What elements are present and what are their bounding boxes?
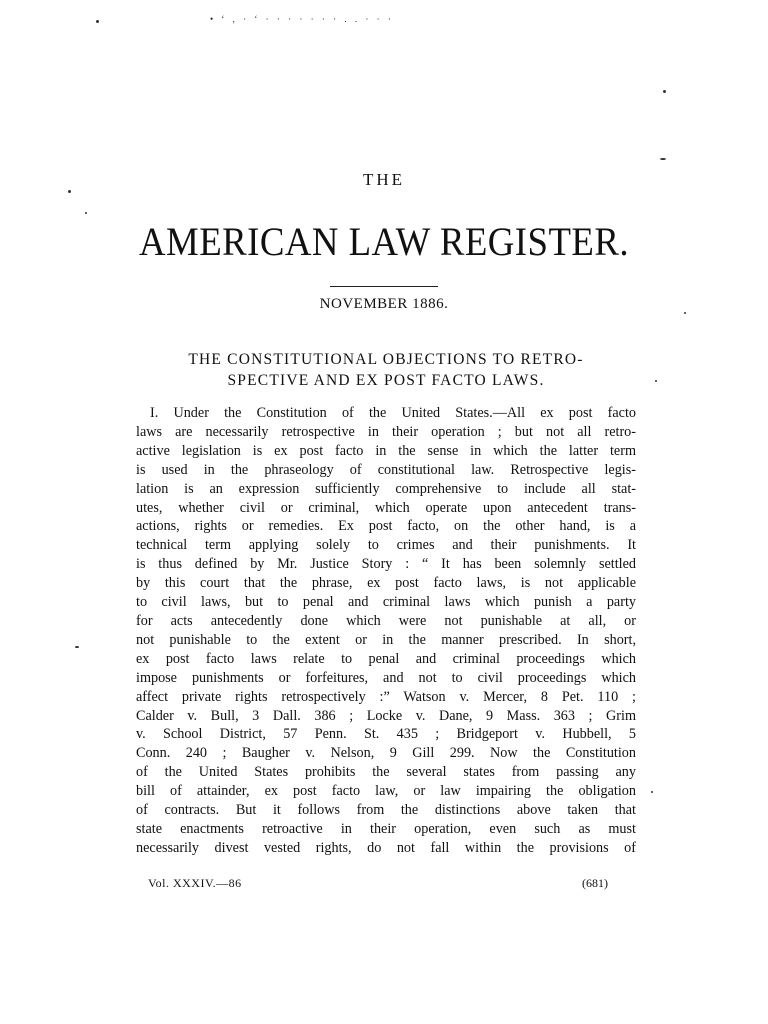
body-line: v. School District, 57 Penn. St. 435 ; Bridgeport v. Hubbell, 5 xyxy=(136,726,636,743)
body-line: I. Under the Constitution of the United States.—All ex post facto xyxy=(150,405,636,421)
scan-speck xyxy=(663,90,666,93)
body-line: to civil laws, but to penal and criminal laws which punish a party xyxy=(136,594,636,611)
scan-speck xyxy=(651,791,653,793)
body-line: laws are necessarily retrospective in their operation ; but not all retro- xyxy=(136,423,636,440)
body-line: is thus defined by Mr. Justice Story : “ It has been solemnly settled xyxy=(136,556,636,573)
body-line: Calder v. Bull, 3 Dall. 386 ; Locke v. Dane, 9 Mass. 363 ; Grim xyxy=(136,707,636,724)
scan-speck xyxy=(75,646,79,648)
scan-speck xyxy=(68,190,71,193)
article-title-line: THE CONSTITUTIONAL OBJECTIONS TO RETRO- xyxy=(188,351,584,368)
body-line: ex post facto laws relate to penal and criminal proceedings which xyxy=(136,650,636,667)
article-title xyxy=(130,349,642,391)
body-line: is used in the phraseology of constitutional law. Retrospective legis- xyxy=(136,461,636,478)
body-line: lation is an expression sufficiently comprehensive to include all stat- xyxy=(136,480,636,497)
scan-artifact-top: • ‘ , · ‘ · · · · · · · . . · · · xyxy=(210,14,394,24)
scan-speck xyxy=(85,212,87,214)
body-line: utes, whether civil or criminal, which operate upon antecedent trans- xyxy=(136,499,636,516)
body-line: Conn. 240 ; Baugher v. Nelson, 9 Gill 299. Now the Constitution xyxy=(136,745,636,762)
page-footer xyxy=(148,876,608,891)
issue-date: NOVEMBER 1886. xyxy=(319,296,449,312)
body-line: actions, rights or remedies. Ex post facto, on the other hand, is a xyxy=(136,518,636,535)
body-line: of the United States prohibits the several states from passing any xyxy=(136,764,636,781)
page-number: (681) xyxy=(582,876,608,890)
scan-speck xyxy=(660,158,666,160)
body-line: by this court that the phrase, ex post facto laws, is not applicable xyxy=(136,575,636,592)
journal-title: AMERICAN LAW REGISTER. xyxy=(138,219,629,264)
body-line: necessarily divest vested rights, do not fall within the provisions of xyxy=(136,839,636,856)
scan-speck xyxy=(655,380,657,382)
volume-signature: Vol. XXXIV.—86 xyxy=(148,876,242,890)
article-body xyxy=(136,404,636,858)
title-rule xyxy=(330,286,438,287)
body-line: not punishable to the extent or in the manner prescribed. In short, xyxy=(136,631,636,648)
body-line: active legislation is ex post facto in the sense in which the latter term xyxy=(136,442,636,459)
body-line: technical term applying solely to crimes and their punishments. It xyxy=(136,537,636,554)
body-line: impose punishments or forfeitures, and not to civil proceedings which xyxy=(136,669,636,686)
body-line: bill of attainder, ex post facto law, or law impairing the obligation xyxy=(136,783,636,800)
pre-title: THE xyxy=(362,170,406,189)
body-line: of contracts. But it follows from the distinctions above taken that xyxy=(136,802,636,819)
scan-speck xyxy=(96,20,99,23)
body-line: for acts antecedently done which were not punishable at all, or xyxy=(136,612,636,629)
body-line: state enactments retroactive in their operation, even such as must xyxy=(136,820,636,837)
body-line: affect private rights retrospectively :” Watson v. Mercer, 8 Pet. 110 ; xyxy=(136,688,636,705)
article-title-line: SPECTIVE AND EX POST FACTO LAWS. xyxy=(227,372,545,389)
